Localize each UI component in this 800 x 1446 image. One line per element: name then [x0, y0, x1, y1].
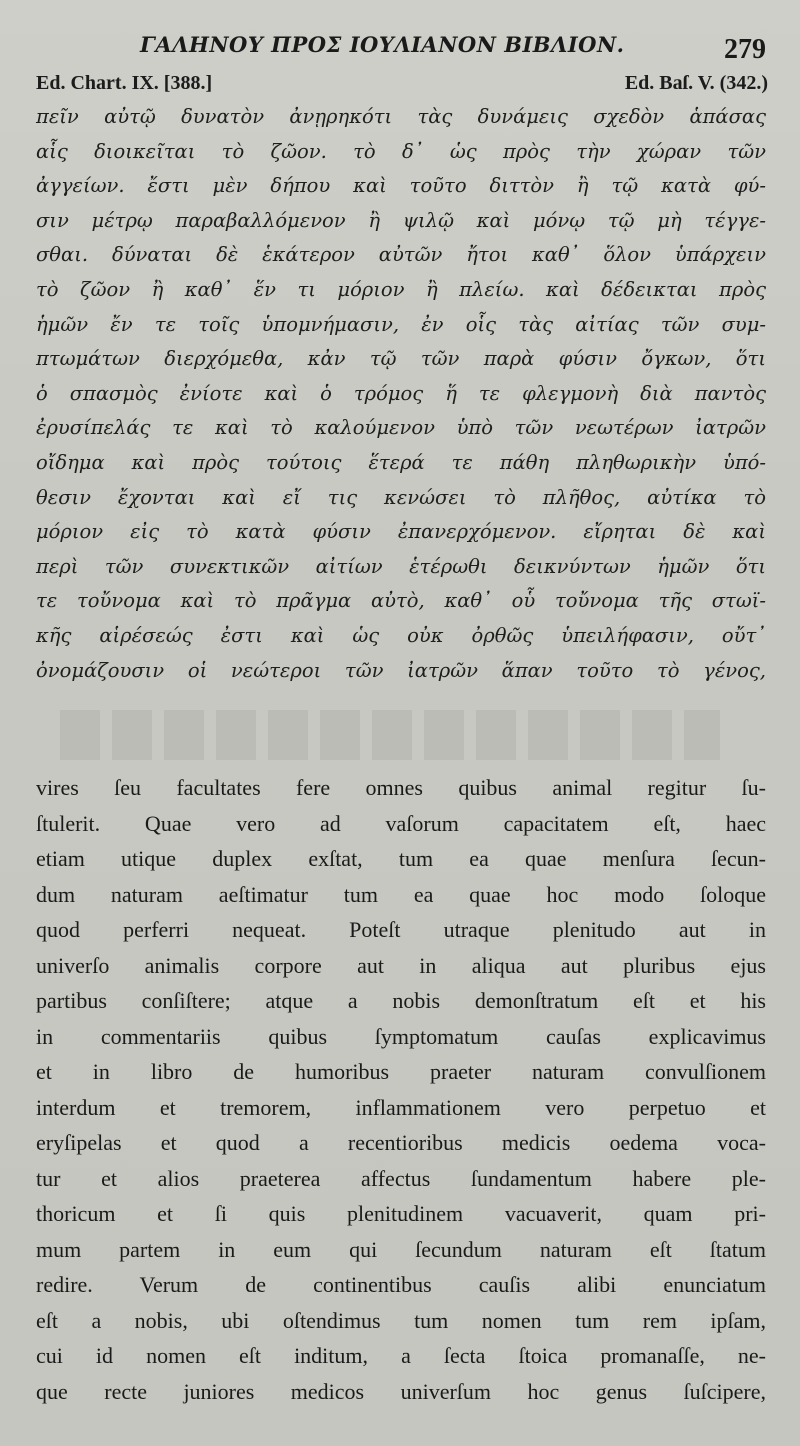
latin-line: partibus conſiſtere; atque a nobis demonſtratum eſt et his	[36, 988, 766, 1013]
greek-line: ἀγγείων. ἔστι μὲν δήπου καὶ τοῦτο διττὸν ἢ τῷ κατὰ φύ-	[36, 174, 766, 198]
latin-line: mum partem in eum qui ſecundum naturam eſt ſtatum	[36, 1236, 766, 1262]
running-title: ΓΑΛΗΝΟΥ ΠΡΟΣ ΙΟΥΛΙΑΝΟΝ ΒΙΒΛΙΟΝ.	[140, 32, 625, 57]
greek-line: ὀνομάζουσιν οἱ νεώτεροι τῶν ἰατρῶν ἅπαν τοῦτο τὸ γένος,	[36, 658, 766, 682]
edition-references	[36, 72, 768, 100]
latin-line: quod perferri nequeat. Poteſt utraque plenitudo aut in	[36, 917, 766, 942]
latin-line: ſtulerit. Quae vero ad vaſorum capacitatem eſt, haec	[36, 810, 766, 836]
greek-line: μόριον εἰς τὸ κατὰ φύσιν ἐπανερχόμενον. εἴρηται δὲ καὶ	[36, 520, 766, 544]
latin-line: que recte juniores medicos univerſum hoc genus ſuſcipere,	[36, 1378, 766, 1404]
greek-line: ἡμῶν ἔν τε τοῖς ὑπομνήμασιν, ἐν οἷς τὰς αἰτίας τῶν συμ-	[36, 312, 766, 336]
greek-line: πεῖν αὐτῷ δυνατὸν ἀνῃρηκότι τὰς δυνάμεις σχεδὸν ἁπάσας	[36, 105, 766, 128]
latin-line: cui id nomen eſt inditum, a ſecta ſtoica promanaſſe, ne-	[36, 1343, 766, 1368]
greek-line: σιν μέτρῳ παραβαλλόμενον ἢ ψιλῷ καὶ μόνῳ τῷ μὴ τέγγε-	[36, 208, 766, 232]
latin-line: vires ſeu facultates fere omnes quibus animal regitur ſu-	[36, 775, 766, 800]
greek-line: πτωμάτων διερχόμεθα, κἀν τῷ τῶν παρὰ φύσιν ὄγκων, ὅτι	[36, 347, 766, 371]
greek-line: οἴδημα καὶ πρὸς τούτοις ἕτερά τε πάθη πληθωρικὴν ὑπό-	[36, 450, 766, 474]
latin-line: univerſo animalis corpore aut in aliqua aut pluribus ejus	[36, 952, 766, 978]
latin-line: interdum et tremorem, inflammationem vero perpetuo et	[36, 1094, 766, 1120]
latin-line: tur et alios praeterea affectus ſundamentum habere ple-	[36, 1165, 766, 1191]
latin-line: thoricum et ſi quis plenitudinem vacuaverit, quam pri-	[36, 1201, 766, 1226]
latin-line: eryſipelas et quod a recentioribus medicis oedema voca-	[36, 1130, 766, 1155]
page-number: 279	[724, 34, 766, 65]
running-head	[0, 28, 800, 68]
latin-line: in commentariis quibus ſymptomatum cauſas explicavimus	[36, 1023, 766, 1049]
greek-text-block	[36, 100, 766, 688]
latin-line: redire. Verum de continentibus cauſis alibi enunciatum	[36, 1272, 766, 1297]
greek-line: τὸ ζῶον ἢ καθ᾽ ἕν τι μόριον ἢ πλείω. καὶ δέδεικται πρὸς	[36, 277, 766, 301]
greek-line: ἐρυσίπελάς τε καὶ τὸ καλούμενον ὑπὸ τῶν νεωτέρων ἰατρῶν	[36, 416, 766, 440]
greek-line: ὁ σπασμὸς ἐνίοτε καὶ ὁ τρόμος ἥ τε φλεγμονὴ διὰ παντὸς	[36, 381, 766, 405]
latin-text-block	[36, 770, 766, 1409]
show-through-ink	[60, 710, 720, 760]
latin-line: eſt a nobis, ubi oſtendimus tum nomen tum rem ipſam,	[36, 1307, 766, 1333]
greek-line: περὶ τῶν συνεκτικῶν αἰτίων ἑτέρωθι δεικνύντων ἡμῶν ὅτι	[36, 554, 766, 578]
latin-line: dum naturam aeſtimatur tum ea quae hoc modo ſoloque	[36, 881, 766, 907]
latin-line: etiam utique duplex exſtat, tum ea quae menſura ſecun-	[36, 846, 766, 871]
greek-line: τε τοὔνομα καὶ τὸ πρᾶγμα αὐτὸ, καθ᾽ οὗ τοὔνομα τῆς στωϊ-	[36, 589, 766, 613]
greek-line: κῆς αἱρέσεώς ἐστι καὶ ὡς οὐκ ὀρθῶς ὑπειλήφασιν, οὔτ᾽	[36, 623, 766, 647]
greek-line: θεσιν ἔχονται καὶ εἴ τις κενώσει τὸ πλῆθος, αὐτίκα τὸ	[36, 485, 766, 509]
edition-chartier-ref: Ed. Chart. IX. [388.]	[36, 72, 213, 94]
edition-basel-ref: Ed. Baſ. V. (342.)	[624, 72, 768, 94]
latin-line: et in libro de humoribus praeter naturam convulſionem	[36, 1059, 766, 1084]
greek-line: αἷς διοικεῖται τὸ ζῶον. τὸ δ᾽ ὡς πρὸς τὴν χώραν τῶν	[36, 139, 766, 163]
greek-line: σθαι. δύναται δὲ ἑκάτερον αὐτῶν ἤτοι καθ᾽ ὅλον ὑπάρχειν	[36, 243, 766, 267]
